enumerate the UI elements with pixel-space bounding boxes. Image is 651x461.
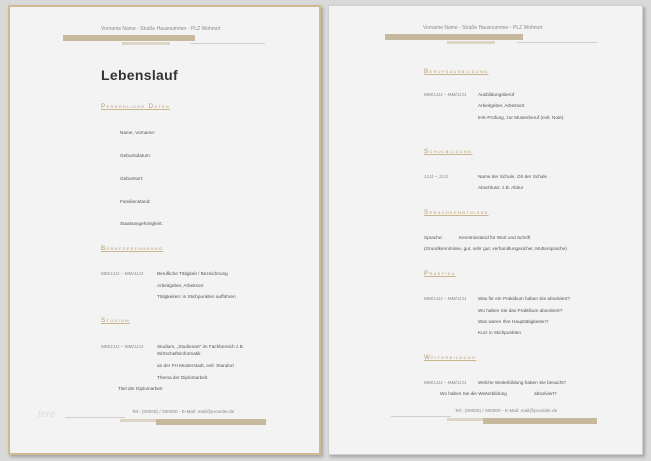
section-heading-experience: Berufserfahrung	[101, 245, 164, 252]
cv-page-1	[8, 5, 321, 455]
page-title: Lebenslauf	[101, 67, 178, 83]
section-heading-internships: Praktika	[424, 270, 456, 277]
experience-date: MM/JJJJ – MM/JJJJ	[101, 271, 144, 276]
experience-line: Berufliche Tätigkeit / Bezeichnung	[157, 271, 228, 276]
internship-line: Was für ein Praktikum haben Sie absolviert?	[478, 296, 571, 301]
language-note: (Grundkenntnisse, gut, sehr gut, verhandlungssicher, Muttersprache)	[424, 246, 567, 251]
study-date: MM/JJJJ – MM/JJJJ	[101, 344, 144, 349]
header-accent-bar	[385, 34, 523, 40]
further-training-line: absolviert?	[534, 391, 557, 396]
school-date: JJJJ – JJJJ	[424, 174, 448, 179]
header-rule	[517, 42, 597, 43]
internship-line: Was waren Ihre Haupttätigkeiten?	[478, 319, 549, 324]
page-footer-contact: Tel.: (00000) / 000000 - E-Mail: mail@provider.de	[455, 408, 558, 413]
training-line: IHK-Prüfung, zur Musterberuf (evtl. Note)	[478, 115, 564, 120]
section-heading-study: Studium	[101, 317, 130, 324]
field-label-name: Name, Vorname:	[120, 130, 156, 135]
experience-line: Arbeitgeber, Arbeitsort	[157, 283, 204, 288]
training-line: Arbeitgeber, Arbeitsort	[478, 103, 525, 108]
training-line: Ausbildungsberuf	[478, 92, 515, 97]
study-line: Thema der Diplomarbeit	[157, 375, 208, 380]
page-header-address: Vorname Name - Straße Hausnummer - PLZ Wohnort	[423, 25, 543, 31]
study-line: Studium, „Studienart“ im Fachbereich z.B.	[157, 344, 245, 349]
field-label-marital-status: Familienstand:	[120, 199, 151, 204]
school-line: Abschluss: z.B. Abitur	[478, 185, 524, 190]
footer-accent-bar	[483, 418, 597, 424]
training-date: MM/JJJJ – MM/JJJJ	[424, 92, 467, 97]
footer-accent-bar-light	[447, 418, 487, 421]
internship-line: Wo haben Sie das Praktikum absolviert?	[478, 308, 563, 313]
language-label: Sprache:	[424, 235, 443, 240]
watermark: tere	[38, 409, 56, 420]
page-footer-contact: Tel.: (00000) / 000000 - E-Mail: mail@provider.de	[132, 409, 235, 414]
field-label-birthdate: Geburtsdatum:	[120, 153, 152, 158]
further-training-line: Welche Weiterbildung haben Sie besucht?	[478, 380, 567, 385]
section-heading-languages: Sprachkenntnisse	[424, 209, 489, 216]
header-accent-bar	[63, 35, 195, 41]
language-level: Kenntnisstand für Wort und Schrift	[459, 235, 531, 240]
section-heading-training: Berufsausbildung	[424, 68, 489, 75]
section-heading-further-training: Weiterbildung	[424, 354, 477, 361]
experience-line: Tätigkeiten: in Stichpunkten aufführen	[157, 294, 236, 299]
header-accent-bar-light	[447, 41, 495, 44]
cv-page-2	[328, 5, 643, 455]
header-accent-bar-light	[122, 42, 170, 45]
header-rule	[190, 43, 265, 44]
section-heading-personal: Persönliche Daten	[101, 103, 170, 110]
field-label-birthplace: Geburtsort:	[120, 176, 144, 181]
school-line: Name der Schule, Ort der Schule	[478, 174, 548, 179]
field-label-nationality: Staatsangehörigkeit:	[120, 221, 163, 226]
further-training-date: MM/JJJJ – MM/JJJJ	[424, 380, 467, 385]
section-heading-school: Schulbildung	[424, 148, 473, 155]
footer-rule	[391, 416, 451, 417]
study-line: Wirtschaftsinformatik	[157, 351, 201, 356]
internship-date: MM/JJJJ – MM/JJJJ	[424, 296, 467, 301]
study-thesis-title: Titel der Diplomarbeit	[118, 386, 163, 391]
further-training-line: Wo haben Sie die Weiterbildung	[440, 391, 507, 396]
page-header-address: Vorname Name - Straße Hausnummer - PLZ Wohnort	[101, 26, 221, 32]
internship-line: Kurz in Stichpunkten	[478, 330, 521, 335]
footer-accent-bar	[156, 419, 266, 425]
footer-rule	[65, 417, 125, 418]
footer-accent-bar-light	[120, 419, 160, 422]
study-line: an der FH Musterstadt, evtl. Standort	[157, 363, 234, 368]
